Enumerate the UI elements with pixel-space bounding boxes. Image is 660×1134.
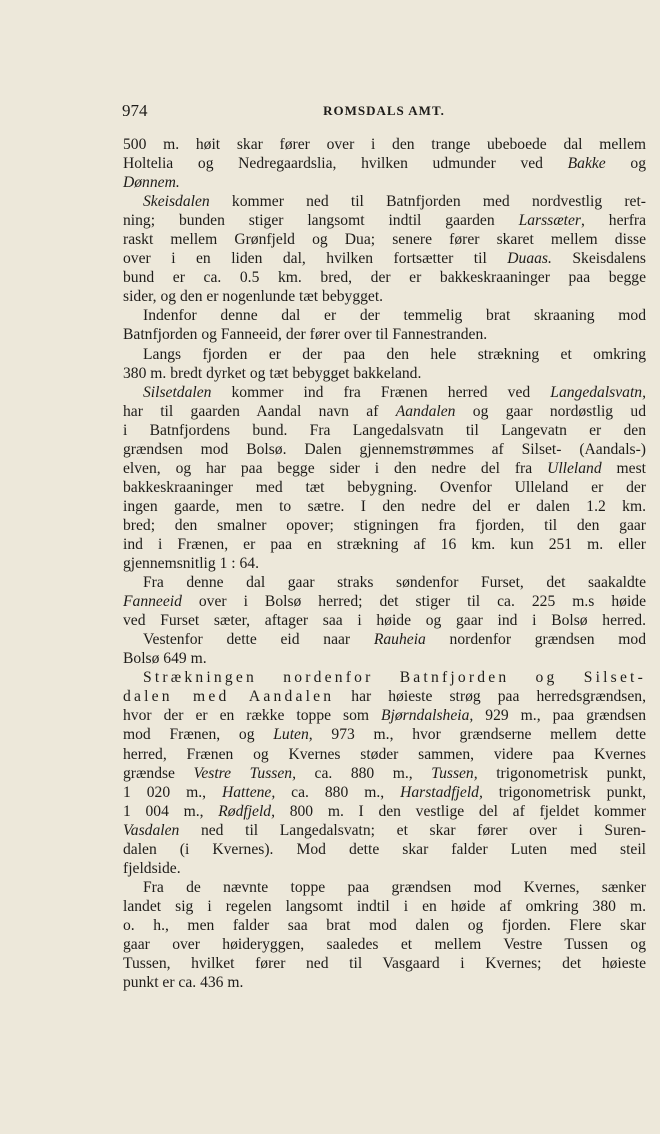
text-span: Tussen, hvilket fører ned til Vasgaard i Kvernes; det høieste: [123, 955, 646, 973]
italic-span: Fanneeid: [123, 593, 182, 611]
text-span: Bolsø 649 m.: [123, 650, 207, 668]
italic-span: Harstadfjeld,: [400, 783, 483, 801]
text-line: [123, 287, 646, 306]
text-span: punkt er ca. 436 m.: [123, 974, 244, 992]
text-line: [123, 306, 646, 325]
text-span: grændsen mod Bolsø. Dalen gjennemstrømmes af Silset- (Aandals-): [123, 440, 646, 458]
text-span: 929 m., paa grændsen: [473, 707, 646, 725]
text-line: [123, 325, 646, 344]
text-line: [123, 649, 646, 668]
text-line: [123, 802, 646, 821]
text-span: har til gaarden Aandal navn af: [123, 402, 396, 420]
text-span: Fra denne dal gaar straks søndenfor Furset, det saakaldte: [143, 574, 646, 592]
text-span: sider, og den er nogenlunde tæt bebygget.: [123, 288, 384, 306]
text-span: bred; den smalner opover; stigningen fra fjorden, til den gaar: [123, 516, 646, 534]
italic-span: Tussen,: [431, 764, 478, 782]
text-span: bakkeskraaninger med tæt bebygning. Ovenfor Ulleland er der: [123, 478, 646, 496]
text-line: [123, 954, 646, 973]
italic-span: Silsetdalen: [143, 383, 212, 401]
text-span: Holtelia og Nedregaardslia, hvilken udmunder ved: [123, 155, 568, 173]
text-span: fjeldside.: [123, 859, 181, 877]
italic-span: Vestre Tussen,: [193, 764, 296, 782]
text-span: 973 m., hvor grændserne mellem dette: [312, 726, 646, 744]
body-text: [123, 135, 646, 992]
text-line: [123, 668, 646, 687]
text-span: ved Furset sæter, aftager saa i høide og gaar ind i Bolsø herred.: [123, 612, 646, 630]
text-span: over i Bolsø herred; det stiger til ca. 225 m.s høide: [181, 593, 646, 611]
text-span: i Batnfjordens bund. Fra Langedalsvatn til Langevatn er den: [123, 421, 646, 439]
text-span: herred, Frænen og Kvernes støder sammen, videre paa Kvernes: [123, 745, 646, 763]
text-line: [123, 573, 646, 592]
text-span: 380 m. bredt dyrket og tæt bebygget bakkeland.: [123, 364, 422, 382]
text-line: [123, 173, 646, 192]
text-span: bund er ca. 0.5 km. bred, der er bakkeskraaninger paa begge: [123, 269, 646, 287]
italic-span: Luten,: [273, 726, 313, 744]
text-span: hvor der er en række toppe som: [123, 707, 382, 725]
text-span: ind i Frænen, er paa en strækning af 16 km. kun 251 m. eller: [123, 535, 646, 553]
text-span: Batnfjorden og Fanneeid, der fører over til Fannestranden.: [123, 326, 488, 344]
italic-span: Aandalen: [395, 402, 456, 420]
text-span: Fra de nævnte toppe paa grændsen mod Kvernes, sænker: [143, 878, 646, 896]
italic-span: Bakke: [567, 155, 606, 173]
text-span: elven, og har paa begge sider i den nedre del fra: [123, 459, 548, 477]
text-line: [123, 345, 646, 364]
text-span: grændse: [123, 764, 194, 782]
text-span: over i en liden dal, hvilken fortsætter til: [123, 250, 508, 268]
text-span: raskt mellem Grønfjeld og Dua; senere fører skaret mellem disse: [123, 231, 646, 249]
text-line: [123, 725, 646, 744]
text-line: [123, 364, 646, 383]
text-span: trigonometrisk punkt,: [482, 783, 646, 801]
text-span: , herfra: [580, 212, 647, 230]
italic-span: Vasdalen: [123, 821, 180, 839]
text-span: gaar over høideryggen, saaledes et mellem Vestre Tussen og: [123, 935, 646, 953]
text-line: [123, 497, 646, 516]
text-span: og gaar nordøstlig ud: [455, 402, 646, 420]
text-line: [123, 935, 646, 954]
italic-span: Bjørndalsheia,: [381, 707, 474, 725]
text-span: Skeisdalens: [551, 250, 646, 268]
text-line: [123, 402, 646, 421]
text-line: [123, 611, 646, 630]
text-line: [123, 840, 646, 859]
text-span: ca. 880 m.,: [295, 764, 432, 782]
text-span: kommer ned til Batnfjorden med nordvestlig ret-: [209, 193, 646, 211]
text-line: [123, 764, 646, 783]
page-number: 974: [122, 101, 148, 120]
text-span: Langs fjorden er der paa den hele strækning et omkring: [143, 345, 646, 363]
italic-span: Duaas.: [507, 250, 552, 268]
text-span: 500 m. høit skar fører over i den trange ubeboede dal mellem: [123, 136, 646, 153]
italic-span: Skeisdalen: [143, 193, 210, 211]
text-span: Strækningen nordenfor Batnfjorden og Silset-: [143, 669, 646, 687]
text-line: [123, 897, 646, 916]
text-line: [123, 440, 646, 459]
text-span: Indenfor denne dal er der temmelig brat skraaning mod: [143, 307, 646, 325]
text-line: [123, 916, 646, 935]
text-line: [123, 973, 646, 992]
text-span: og: [605, 155, 646, 173]
italic-span: Larssæter: [518, 212, 581, 230]
text-span: ca. 880 m.,: [275, 783, 401, 801]
text-line: [123, 135, 646, 154]
text-span: kommer ind fra Frænen herred ved: [211, 383, 551, 401]
text-span: mod Frænen, og: [123, 726, 274, 744]
italic-span: Dønnem.: [123, 174, 180, 192]
text-line: [123, 821, 646, 840]
text-line: [123, 192, 646, 211]
text-span: 1 020 m.,: [123, 783, 222, 801]
text-span: ning; bunden stiger langsomt indtil gaarden: [123, 212, 519, 230]
text-line: [123, 745, 646, 764]
text-line: [123, 230, 646, 249]
text-span: har høieste strøg paa herredsgrændsen,: [334, 688, 646, 706]
text-span: dalen med Aandalen: [123, 688, 335, 706]
page-header: [122, 101, 646, 121]
text-span: ned til Langedalsvatn; et skar fører over i Suren-: [179, 821, 646, 839]
text-span: trigonometrisk punkt,: [477, 764, 646, 782]
text-line: [123, 859, 646, 878]
text-span: o. h., men falder saa brat mod dalen og fjorden. Flere skar: [123, 916, 646, 934]
running-head: ROMSDALS AMT.: [323, 103, 445, 118]
text-span: dalen (i Kvernes). Mod dette skar falder Luten med steil: [123, 840, 646, 858]
text-line: [123, 783, 646, 802]
text-line: [123, 249, 646, 268]
text-line: [123, 211, 646, 230]
text-line: [123, 459, 646, 478]
text-line: [123, 516, 646, 535]
text-span: 1 004 m.,: [123, 802, 219, 820]
text-span: ingen gaarde, men to sætre. I den nedre del er dalen 1.2 km.: [123, 497, 646, 515]
text-line: [123, 421, 646, 440]
text-line: [123, 878, 646, 897]
italic-span: Hattene,: [221, 783, 276, 801]
text-span: landet sig i regelen langsomt indtil i en høide af omkring 380 m.: [123, 897, 646, 915]
text-line: [123, 383, 646, 402]
text-line: [123, 554, 646, 573]
italic-span: Rauheia: [373, 631, 426, 649]
text-line: [123, 630, 646, 649]
text-span: mest: [601, 459, 646, 477]
text-span: Vestenfor dette eid naar: [143, 631, 374, 649]
italic-span: Rødfjeld,: [218, 802, 275, 820]
text-span: 800 m. I den vestlige del af fjeldet kommer: [275, 802, 646, 820]
text-span: nordenfor grændsen mod: [425, 631, 646, 649]
text-span: gjennemsnitlig 1 : 64.: [123, 555, 260, 573]
text-line: [123, 268, 646, 287]
text-line: [123, 478, 646, 497]
italic-span: Langedalsvatn,: [550, 383, 646, 401]
text-line: [123, 687, 646, 706]
text-line: [123, 154, 646, 173]
text-line: [123, 592, 646, 611]
text-line: [123, 706, 646, 725]
text-line: [123, 535, 646, 554]
italic-span: Ulleland: [547, 459, 602, 477]
